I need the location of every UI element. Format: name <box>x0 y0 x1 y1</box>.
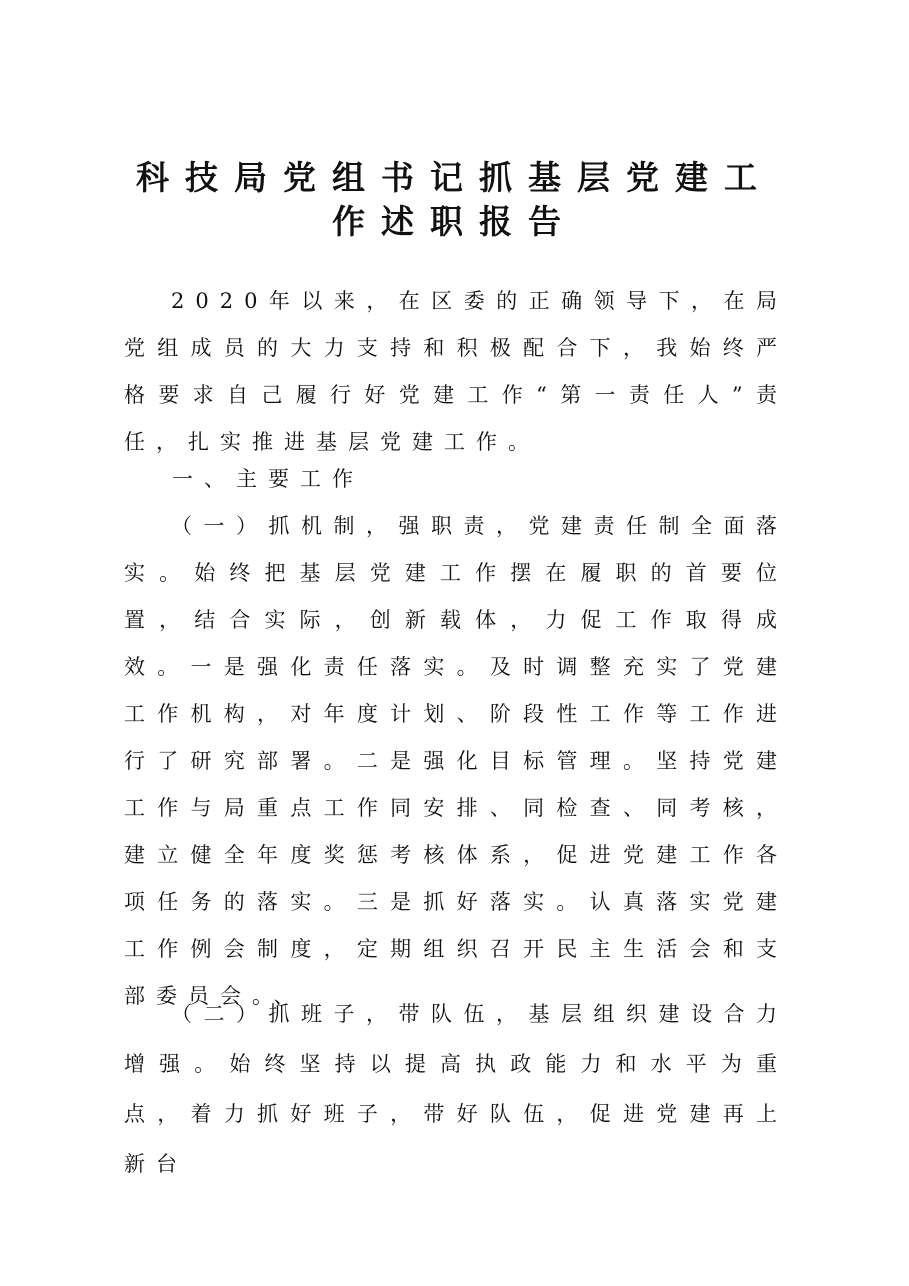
section-1-paragraph: （一）抓机制，强职责，党建责任制全面落实。始终把基层党建工作摆在履职的首要位置，结合实际，创新载体，力促工作取得成效。一是强化责任落实。及时调整充实了党建工作机构，对年度计划、阶段性工作等工作进行了研究部署。二是强化目标管理。坚持党建工作与局重点工作同安排、同检查、同考核，建立健全年度奖惩考核体系，促进党建工作各项任务的落实。三是抓好落实。认真落实党建工作例会制度，定期组织召开民主生活会和支部委员会。、 <box>124 514 788 1008</box>
intro-paragraph: 2020年以来，在区委的正确领导下，在局党组成员的大力支持和积极配合下，我始终严格要求自己履行好党建工作“第一责任人”责任，扎实推进基层党建工作。 <box>124 289 788 454</box>
document-title-line-1: 科技局党组书记抓基层党建工 <box>136 158 773 197</box>
section-heading: 一、主要工作 <box>172 467 364 491</box>
document-title-line-2: 作述职报告 <box>332 202 577 241</box>
section-2-paragraph: （二）抓班子，带队伍，基层组织建设合力增强。始终坚持以提高执政能力和水平为重点，着力抓好班子，带好队伍，促进党建再上新台 <box>124 1002 788 1176</box>
